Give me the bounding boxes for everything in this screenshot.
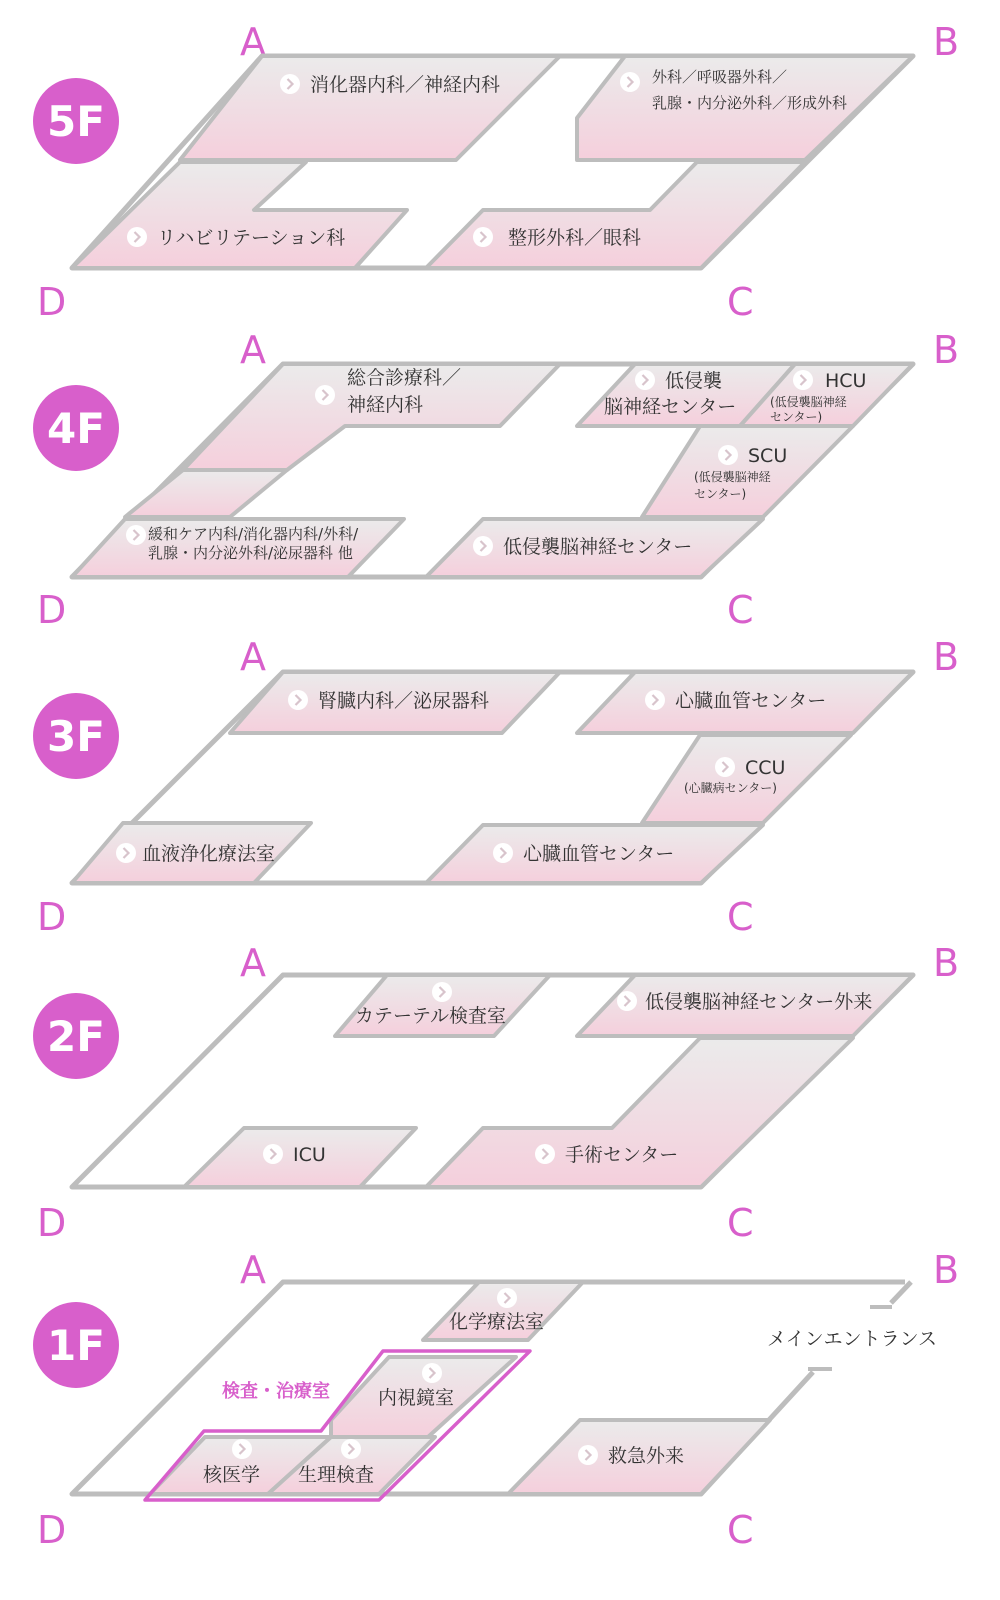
room-label[interactable]: (低侵襲脳神経 [694, 470, 771, 484]
room-label[interactable]: CCU [745, 757, 786, 779]
room-label[interactable]: 心臓血管センター [523, 843, 675, 865]
room-label[interactable]: ICU [293, 1144, 326, 1166]
chevron-right-circle-icon[interactable] [535, 1144, 555, 1164]
corner-a-label: A [240, 328, 266, 372]
corner-a-label: A [240, 1248, 266, 1292]
room-label[interactable]: 心臓血管センター [675, 690, 827, 712]
corner-c-label: C [727, 1508, 754, 1552]
corner-c-label: C [727, 895, 754, 939]
chevron-right-circle-icon[interactable] [473, 536, 493, 556]
room-label[interactable]: 神経内科 [347, 394, 424, 416]
corner-b-label: B [933, 20, 960, 64]
floor-4f [33, 328, 959, 632]
corner-a-label: A [240, 941, 266, 985]
floor-3f [33, 635, 959, 939]
chevron-right-circle-icon[interactable] [315, 385, 335, 405]
floor-1f [33, 1248, 959, 1552]
room-label[interactable]: 低侵襲 [665, 370, 723, 392]
chevron-right-circle-icon[interactable] [473, 227, 493, 247]
corner-b-label: B [933, 1248, 960, 1292]
room-label[interactable]: 総合診療科／ [347, 367, 462, 389]
room-label[interactable]: 手術センター [565, 1144, 679, 1166]
room-label[interactable]: SCU [748, 445, 788, 467]
room-ccu[interactable] [642, 735, 851, 823]
floor-label: 4F [47, 404, 105, 453]
chevron-right-circle-icon[interactable] [578, 1445, 598, 1465]
room-label[interactable]: 腎臓内科／泌尿器科 [318, 690, 490, 712]
room-label[interactable]: (低侵襲脳神経 [770, 395, 847, 409]
floor-label: 2F [47, 1012, 105, 1061]
chevron-right-circle-icon[interactable] [126, 525, 146, 545]
room-label[interactable]: 生理検査 [298, 1464, 375, 1486]
floor-label: 3F [47, 712, 105, 761]
chevron-right-circle-icon[interactable] [341, 1439, 361, 1459]
corner-b-label: B [933, 328, 960, 372]
chevron-right-circle-icon[interactable] [116, 843, 136, 863]
room-label[interactable]: 低侵襲脳神経センター [503, 536, 693, 558]
floor-label: 5F [47, 97, 105, 146]
room-label[interactable]: 脳神経センター [604, 396, 737, 418]
room-label[interactable]: 化学療法室 [449, 1311, 545, 1333]
room-label[interactable]: 整形外科／眼科 [508, 227, 642, 249]
corner-d-label: D [37, 1201, 67, 1245]
room-label[interactable]: (心臓病センター) [684, 781, 777, 795]
room-label[interactable]: センター) [694, 487, 747, 501]
chevron-right-circle-icon[interactable] [280, 74, 300, 94]
room-label[interactable]: カテーテル検査室 [355, 1005, 507, 1027]
chevron-right-circle-icon[interactable] [793, 370, 813, 390]
room-label[interactable]: 核医学 [203, 1464, 261, 1486]
corner-d-label: D [37, 1508, 67, 1552]
corner-d-label: D [37, 895, 67, 939]
room-label[interactable]: 乳腺・内分泌外科／形成外科 [652, 94, 848, 112]
chevron-right-circle-icon[interactable] [493, 843, 513, 863]
corner-d-label: D [37, 588, 67, 632]
main-entrance-label: メインエントランス [767, 1328, 938, 1350]
room-label[interactable]: センター) [770, 410, 823, 424]
room-label[interactable]: 内視鏡室 [378, 1387, 455, 1409]
room-gastro-neuro[interactable] [180, 56, 560, 160]
corner-d-label: D [37, 280, 67, 324]
floor-label: 1F [47, 1321, 105, 1370]
chevron-right-circle-icon[interactable] [715, 757, 735, 777]
floor-2f [33, 941, 959, 1245]
room-label[interactable]: 乳腺・内分泌外科/泌尿器科 他 [148, 544, 353, 562]
corner-c-label: C [727, 280, 754, 324]
room-label[interactable]: 低侵襲脳神経センター外来 [645, 991, 873, 1013]
room-label[interactable]: HCU [825, 370, 867, 392]
corner-a-label: A [240, 20, 266, 64]
corner-a-label: A [240, 635, 266, 679]
chevron-right-circle-icon[interactable] [645, 690, 665, 710]
room-palliative[interactable] [125, 470, 287, 517]
corner-c-label: C [727, 1201, 754, 1245]
corner-c-label: C [727, 588, 754, 632]
room-label[interactable]: 緩和ケア内科/消化器内科/外科/ [148, 525, 359, 543]
chevron-right-circle-icon[interactable] [432, 982, 452, 1002]
chevron-right-circle-icon[interactable] [635, 370, 655, 390]
room-label[interactable]: 血液浄化療法室 [142, 843, 276, 865]
corner-b-label: B [933, 635, 960, 679]
floor-5f [33, 20, 959, 324]
chevron-right-circle-icon[interactable] [263, 1144, 283, 1164]
entrance-wall [891, 1282, 911, 1303]
group-label: 検査・治療室 [222, 1381, 330, 1402]
chevron-right-circle-icon[interactable] [288, 690, 308, 710]
chevron-right-circle-icon[interactable] [620, 72, 640, 92]
chevron-right-circle-icon[interactable] [422, 1363, 442, 1383]
room-ortho-eye[interactable] [426, 162, 805, 268]
chevron-right-circle-icon[interactable] [127, 227, 147, 247]
corner-b-label: B [933, 941, 960, 985]
room-label[interactable]: 外科／呼吸器外科／ [652, 68, 788, 86]
chevron-right-circle-icon[interactable] [232, 1439, 252, 1459]
chevron-right-circle-icon[interactable] [497, 1288, 517, 1308]
room-label[interactable]: 消化器内科／神経内科 [310, 74, 501, 96]
chevron-right-circle-icon[interactable] [718, 445, 738, 465]
room-label[interactable]: リハビリテーション科 [157, 227, 346, 249]
room-label[interactable]: 救急外来 [608, 1445, 685, 1467]
chevron-right-circle-icon[interactable] [617, 991, 637, 1011]
